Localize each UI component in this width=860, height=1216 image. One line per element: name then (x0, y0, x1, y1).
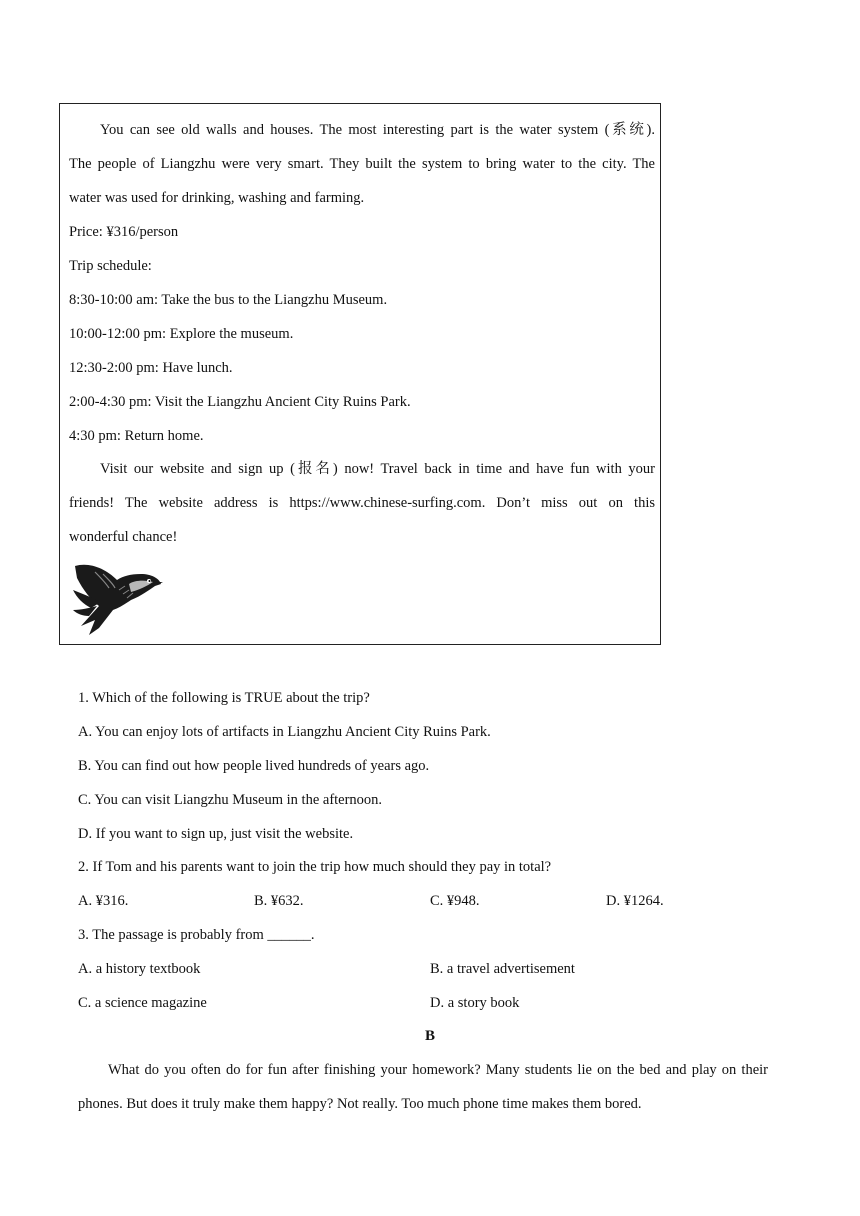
schedule-item: 4:30 pm: Return home. (69, 428, 204, 444)
price-text: Price: ¥316/person (69, 224, 179, 240)
question-option: B. a travel advertisement (430, 961, 575, 977)
question-option: A. ¥316. (78, 893, 129, 909)
schedule-item: 12:30-2:00 pm: Have lunch. (69, 360, 233, 376)
schedule-item: 8:30-10:00 am: Take the bus to the Liangzhu Museum. (69, 292, 388, 308)
paragraph-line: friends! The website address is https://www.chinese-surfing.com. Don’t miss out on this (69, 495, 655, 511)
question-option: A. a history textbook (78, 961, 201, 977)
question-option: D. If you want to sign up, just visit the website. (78, 826, 354, 842)
schedule-title: Trip schedule: (69, 258, 152, 274)
paragraph-line: phones. But does it truly make them happy? Not really. Too much phone time makes them bored. (78, 1096, 642, 1112)
paragraph-line: wonderful chance! (69, 529, 178, 545)
question-option: B. You can find out how people lived hundreds of years ago. (78, 758, 430, 774)
question-option: D. ¥1264. (606, 893, 664, 909)
schedule-item: 2:00-4:30 pm: Visit the Liangzhu Ancient City Ruins Park. (69, 394, 411, 410)
question-option: B. ¥632. (254, 893, 304, 909)
question-option: C. You can visit Liangzhu Museum in the afternoon. (78, 792, 383, 808)
swallow-bird-icon (69, 560, 163, 636)
question-stem: 3. The passage is probably from ______. (78, 927, 315, 943)
section-heading: B (424, 1028, 435, 1044)
paragraph-line: Visit our website and sign up (报名) now! Travel back in time and have fun with your (100, 461, 655, 477)
question-stem: 1. Which of the following is TRUE about the trip? (78, 690, 370, 706)
question-stem: 2. If Tom and his parents want to join the trip how much should they pay in total? (78, 859, 552, 875)
paragraph-line: You can see old walls and houses. The most interesting part is the water system (系统). (100, 122, 655, 138)
question-option: C. ¥948. (430, 893, 480, 909)
paragraph-line: What do you often do for fun after finishing your homework? Many students lie on the bed and play on their (108, 1062, 768, 1078)
passage-box (59, 103, 661, 645)
schedule-item: 10:00-12:00 pm: Explore the museum. (69, 326, 294, 342)
question-option: D. a story book (430, 995, 520, 1011)
paragraph-line: The people of Liangzhu were very smart. They built the system to bring water to the city. The (69, 156, 655, 172)
paragraph-line: water was used for drinking, washing and farming. (69, 190, 365, 206)
question-option: C. a science magazine (78, 995, 207, 1011)
question-option: A. You can enjoy lots of artifacts in Liangzhu Ancient City Ruins Park. (78, 724, 491, 740)
